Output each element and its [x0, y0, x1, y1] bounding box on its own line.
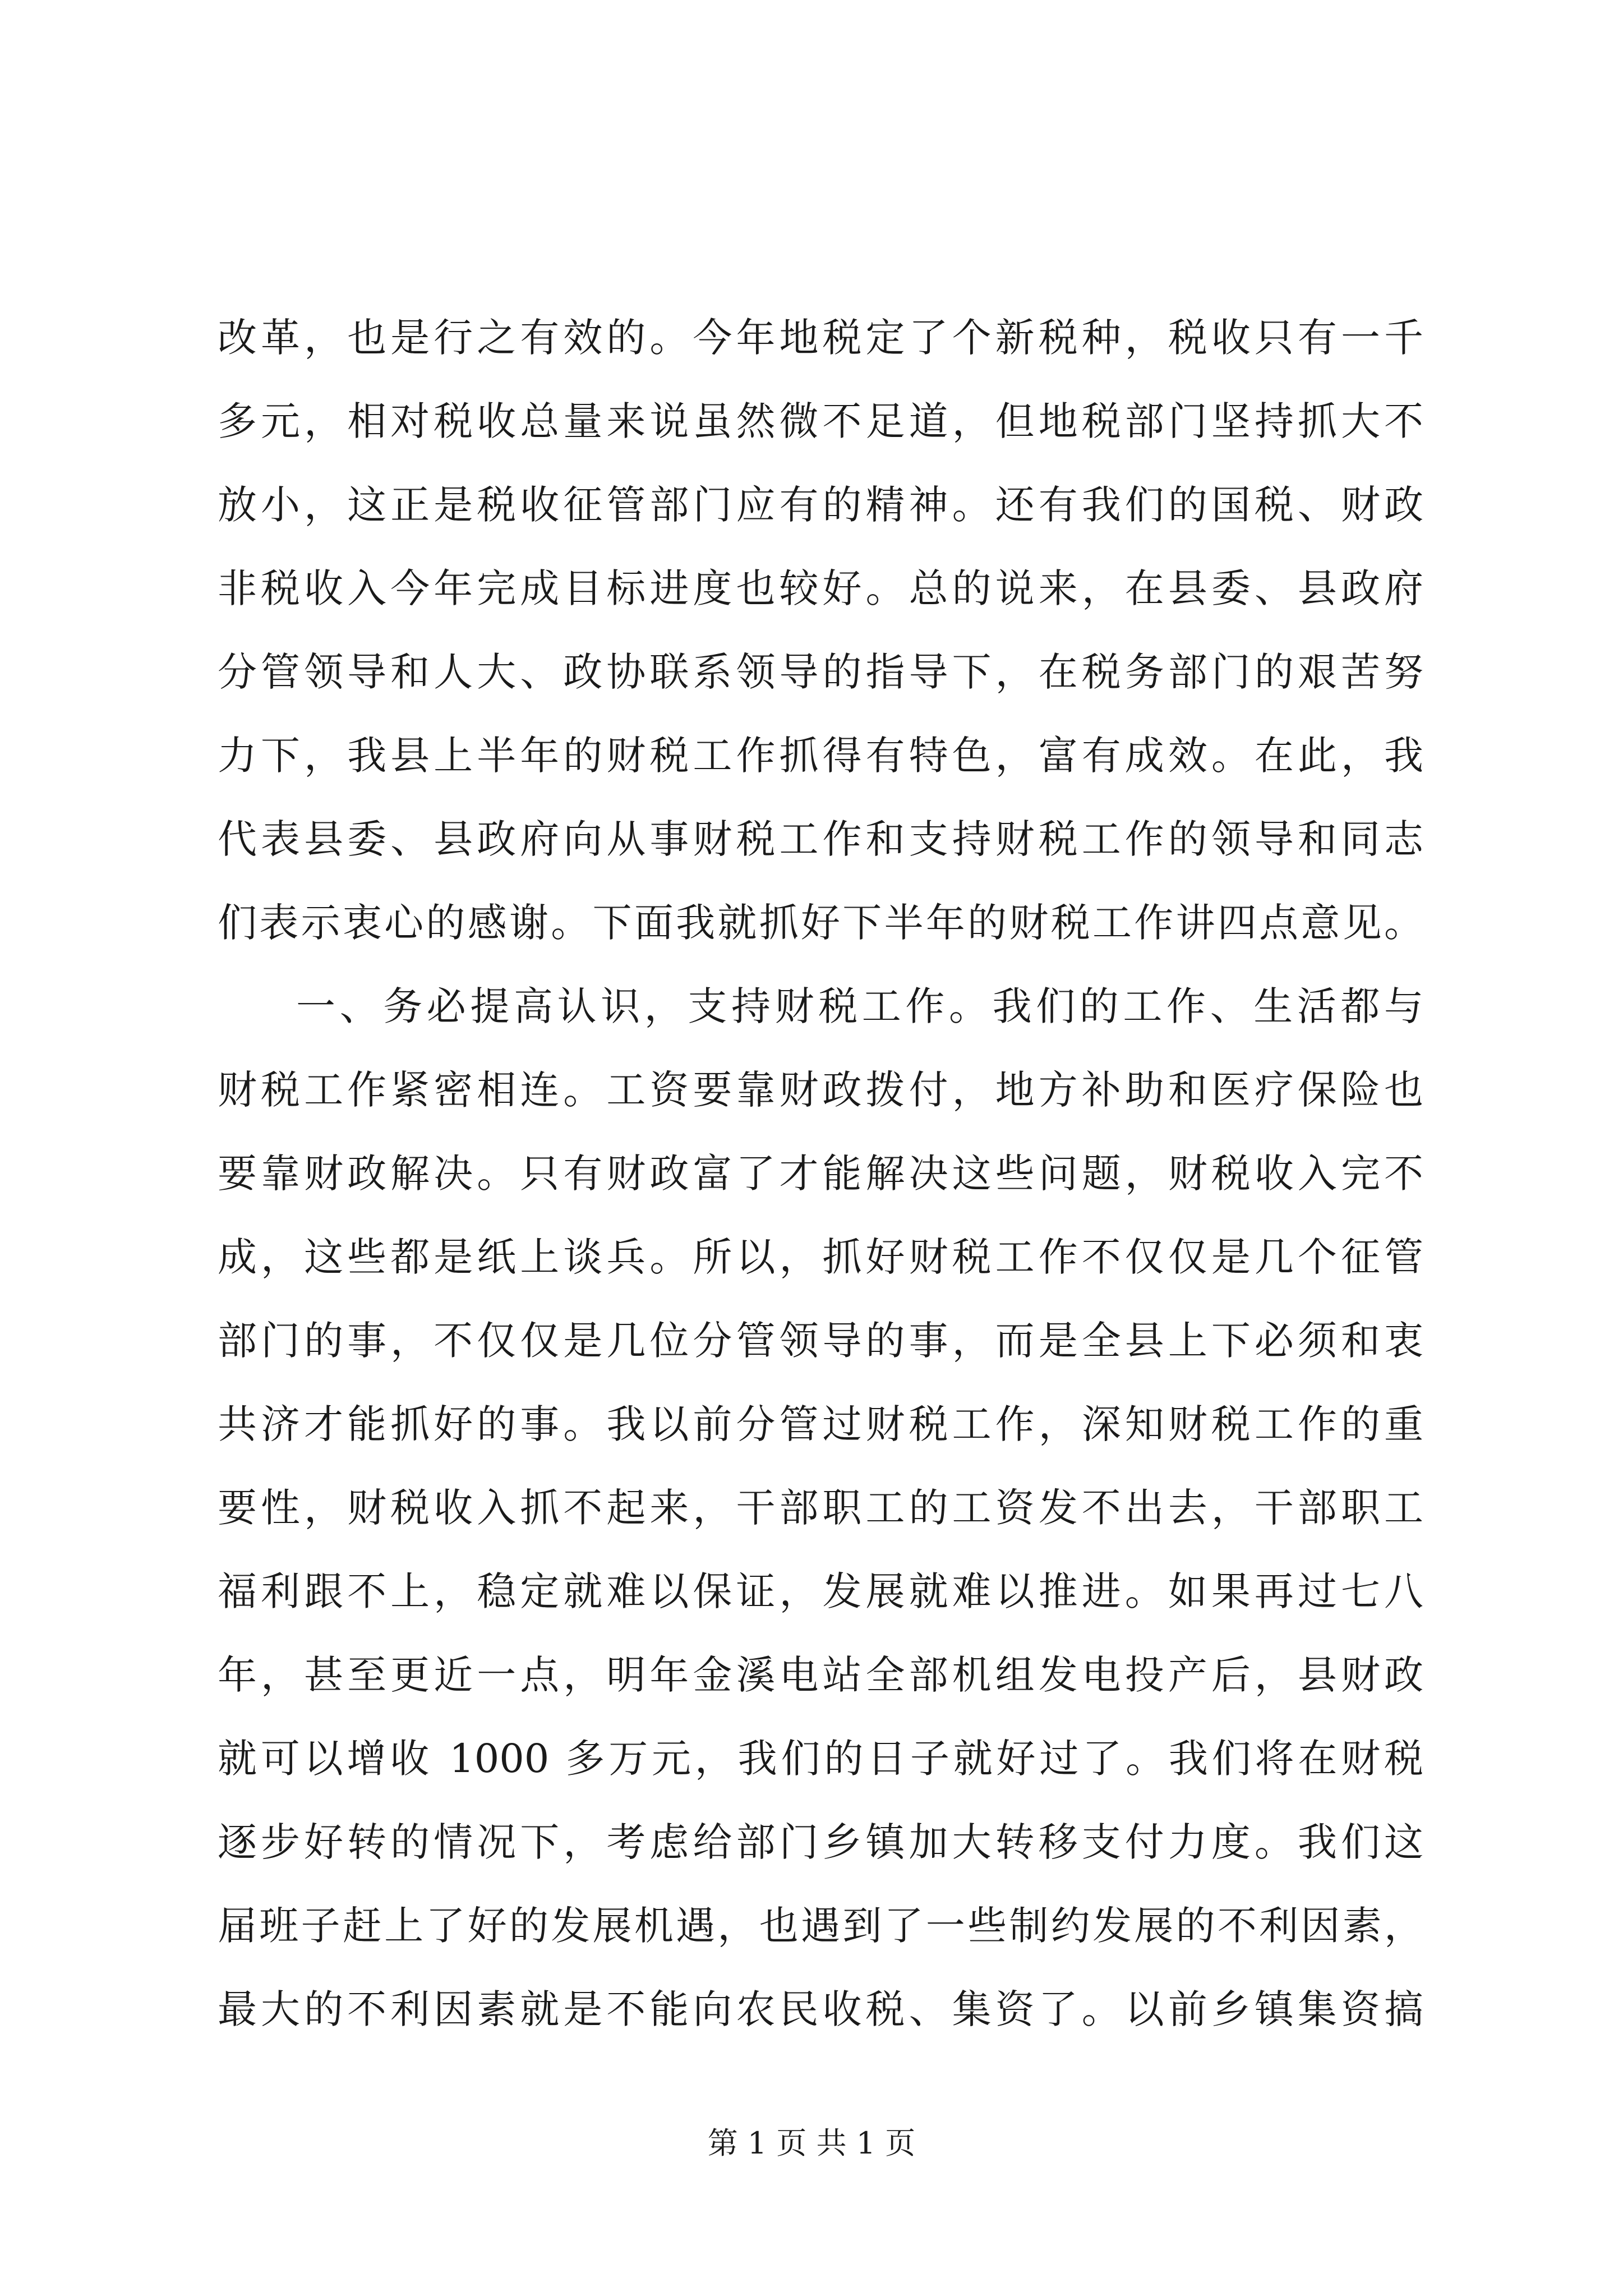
text-line: 福利跟不上，稳定就难以保证，发展就难以推进。如果再过七八 [218, 1568, 1423, 1614]
text-line: 成，这些都是纸上谈兵。所以，抓好财税工作不仅仅是几个征管 [218, 1234, 1423, 1280]
text-line: 年，甚至更近一点，明年金溪电站全部机组发电投产后，县财政 [218, 1652, 1423, 1698]
page-footer [0, 2124, 1623, 2163]
text-line: 放小，这正是税收征管部门应有的精神。还有我们的国税、财政 [218, 482, 1423, 528]
text-line: 非税收入今年完成目标进度也较好。总的说来，在县委、县政府 [218, 565, 1423, 611]
text-line: 要靠财政解决。只有财政富了才能解决这些问题，财税收入完不 [218, 1151, 1423, 1197]
text-line: 改革，也是行之有效的。今年地税定了个新税种，税收只有一千 [218, 315, 1423, 361]
body-text [218, 296, 1423, 2051]
text-line: 要性，财税收入抓不起来，干部职工的工资发不出去，干部职工 [218, 1485, 1423, 1531]
text-line: 财税工作紧密相连。工资要靠财政拨付，地方补助和医疗保险也 [218, 1067, 1423, 1113]
paragraph-start-line: 一、务必提高认识，支持财税工作。我们的工作、生活都与 [296, 983, 1423, 1029]
text-line: 分管领导和人大、政协联系领导的指导下，在税务部门的艰苦努 [218, 649, 1423, 695]
text-line: 代表县委、县政府向从事财税工作和支持财税工作的领导和同志 [218, 816, 1423, 862]
text-line: 最大的不利因素就是不能向农民收税、集资了。以前乡镇集资搞 [218, 1986, 1423, 2032]
text-line: 部门的事，不仅仅是几位分管领导的事，而是全县上下必须和衷 [218, 1318, 1423, 1364]
text-line: 共济才能抓好的事。我以前分管过财税工作，深知财税工作的重 [218, 1401, 1423, 1447]
text-line: 多元，相对税收总量来说虽然微不足道，但地税部门坚持抓大不 [218, 398, 1423, 444]
text-line: 们表示衷心的感谢。下面我就抓好下半年的财税工作讲四点意见。 [218, 900, 1423, 946]
text-line: 届班子赶上了好的发展机遇，也遇到了一些制约发展的不利因素， [218, 1903, 1423, 1949]
text-line: 就可以增收 1000 多万元，我们的日子就好过了。我们将在财税 [218, 1736, 1423, 1782]
page-number: 第 1 页 共 1 页 [707, 2125, 916, 2161]
text-line: 力下，我县上半年的财税工作抓得有特色，富有成效。在此，我 [218, 733, 1423, 779]
text-line: 逐步好转的情况下，考虑给部门乡镇加大转移支付力度。我们这 [218, 1819, 1423, 1865]
